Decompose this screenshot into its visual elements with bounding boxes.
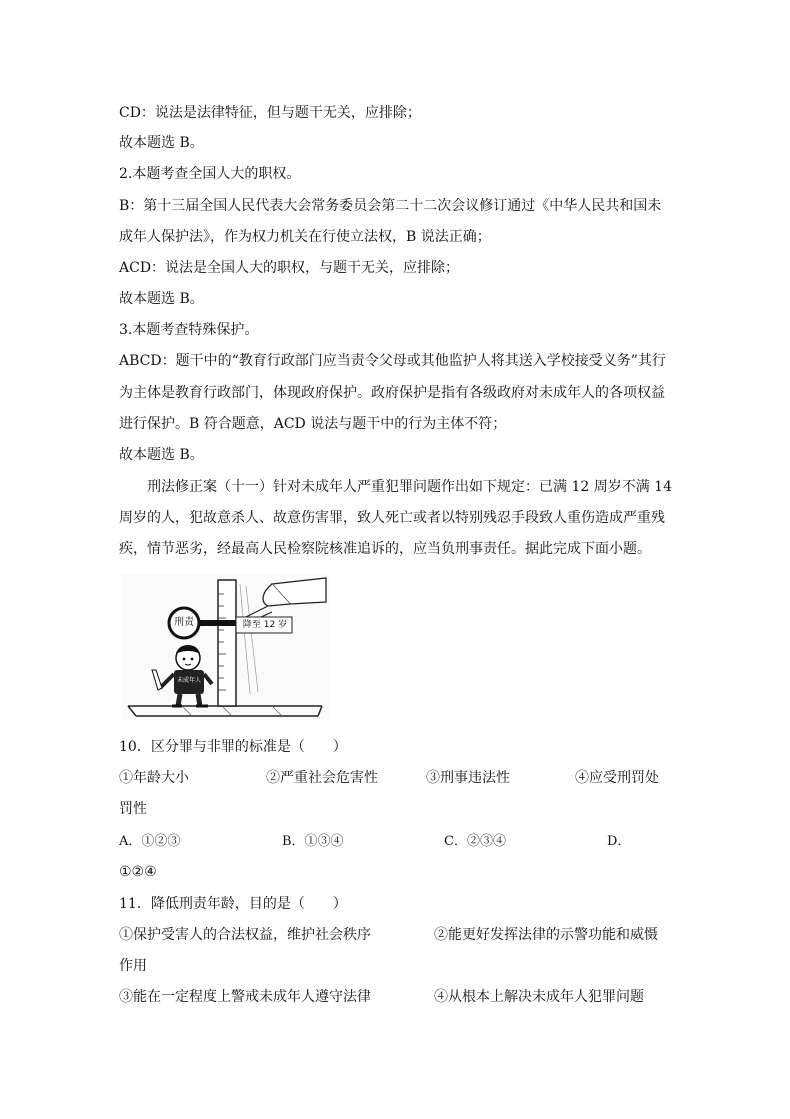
text-line: B：第十三届全国人民代表大会常务委员会第二十二次会议修订通过《中华人民共和国未 — [119, 198, 662, 214]
text-line: 进行保护。B 符合题意，ACD 说法与题干中的行为主体不符； — [119, 416, 507, 432]
q11-option-3: ③能在一定程度上警戒未成年人遵守法律 — [119, 989, 371, 1005]
q11-option-2-cont: 作用 — [119, 958, 147, 974]
q11-option-2: ②能更好发挥法律的示警功能和威慑 — [434, 927, 658, 943]
figure-shirt-text: 未成年人 — [176, 677, 201, 684]
question-10-stem: 10．区分罪与非罪的标准是（ ） — [119, 739, 347, 755]
figure-badge-text: 刑责 — [174, 617, 194, 628]
cartoon-figure — [122, 574, 330, 720]
text-line: ACD：说法是全国人大的职权，与题干无关，应排除； — [119, 260, 460, 276]
passage-line: 刑法修正案（十一）针对未成年人严重犯罪问题作出如下规定：已满 12 周岁不满 14 — [147, 479, 672, 495]
q11-option-1: ①保护受害人的合法权益，维护社会秩序 — [119, 927, 371, 943]
text-line: CD：说法是法律特征，但与题干无关，应排除； — [119, 105, 421, 121]
q10-choice-c: C．②③④ — [444, 834, 506, 849]
text-line: 故本题选 B。 — [119, 291, 204, 307]
text-line: 3.本题考查特殊保护。 — [119, 322, 259, 338]
figure-tag-text: 降至 12 岁 — [242, 620, 288, 630]
q10-choice-a: A．①②③ — [119, 834, 181, 849]
q10-option-4: ④应受刑罚处 — [575, 770, 659, 786]
text-line: 2.本题考查全国人大的职权。 — [119, 166, 301, 182]
text-line: 故本题选 B。 — [119, 135, 204, 151]
q10-option-3: ③刑事违法性 — [426, 770, 510, 786]
q10-option-2: ②严重社会危害性 — [266, 770, 378, 786]
text-line: 为主体是教育行政部门，体现政府保护。政府保护是指有各级政府对未成年人的各项权益 — [119, 385, 665, 401]
text-line: 故本题选 B。 — [119, 447, 204, 463]
question-11-stem: 11．降低刑责年龄，目的是（ ） — [119, 896, 347, 912]
text-line: ABCD：题干中的“教育行政部门应当责令父母或其他监护人将其送入学校接受义务”其行 — [119, 353, 666, 369]
q10-option-4-cont: 罚性 — [119, 801, 147, 817]
text-line: 成年人保护法》，作为权力机关在行使立法权，B 说法正确； — [119, 229, 491, 245]
passage-line: 周岁的人，犯故意杀人、故意伤害罪，致人死亡或者以特别残忍手段致人重伤造成严重残 — [119, 510, 665, 526]
q10-choice-d-cont: ①②④ — [119, 864, 157, 880]
passage-line: 疾，情节恶劣，经最高人民检察院核准追诉的，应当负刑事责任。据此完成下面小题。 — [119, 541, 651, 557]
q11-option-4: ④从根本上解决未成年人犯罪问题 — [434, 989, 644, 1005]
q10-choice-d: D． — [607, 834, 631, 849]
q10-choice-b: B．①③④ — [282, 834, 344, 849]
q10-option-1: ①年龄大小 — [119, 770, 189, 786]
